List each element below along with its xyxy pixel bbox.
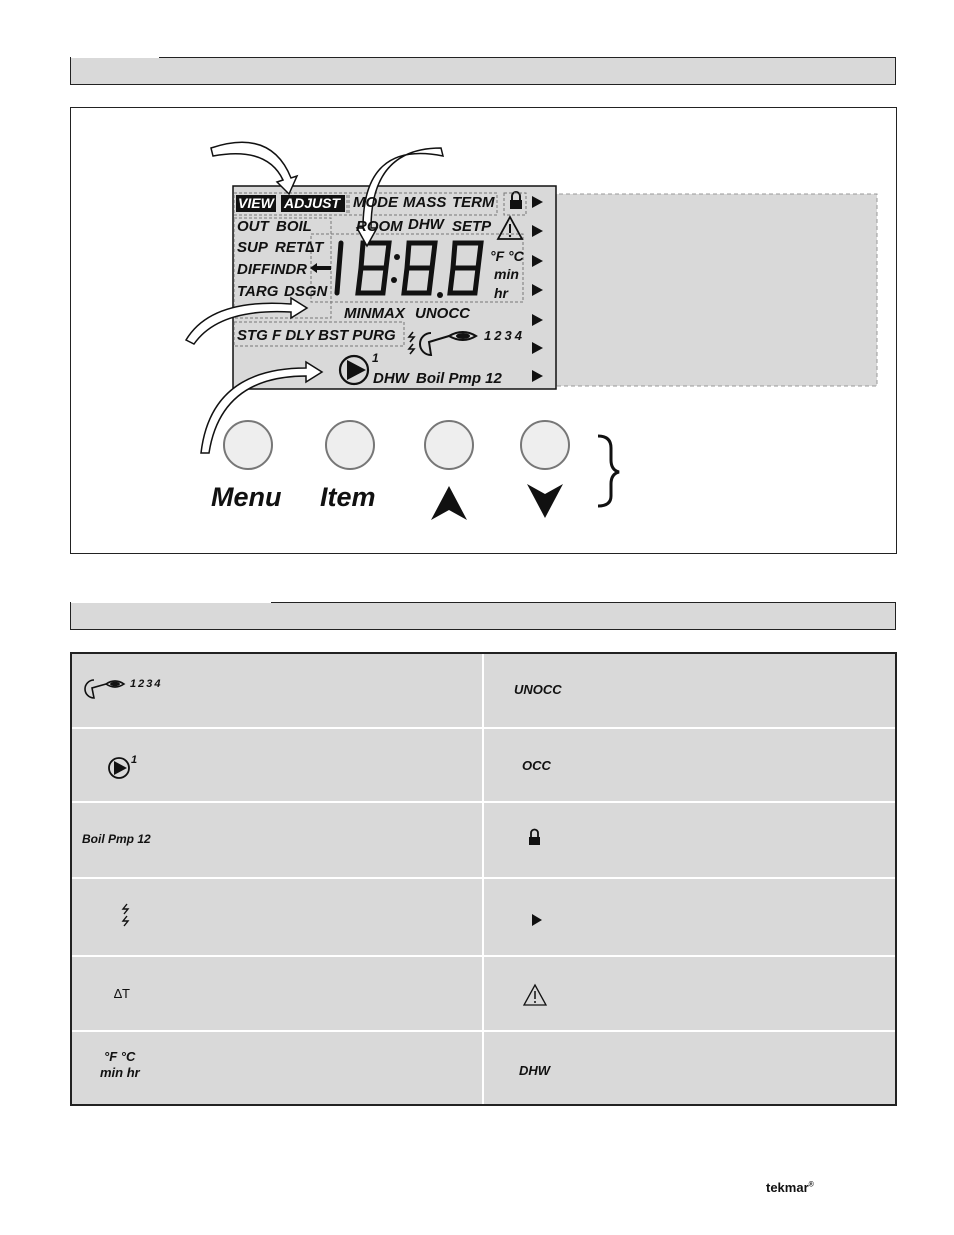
symbol-row-boil-pmp — [72, 802, 483, 878]
lcd-ret: RET — [275, 239, 305, 256]
symbol-row-dhw — [483, 1031, 895, 1104]
lcd-units-f-c: °F °C — [490, 248, 524, 264]
menu-button[interactable] — [224, 421, 272, 469]
up-arrow-icon — [431, 486, 467, 520]
brand-name: tekmar — [766, 1180, 809, 1195]
symbol-row-occ — [483, 728, 895, 802]
delta-t-text: ∆T — [114, 986, 130, 1001]
lcd-unocc: UNOCC — [415, 305, 470, 322]
lcd-units-hr: hr — [494, 285, 508, 301]
lcd-dhw: DHW — [408, 216, 444, 233]
lcd-room: ROOM — [356, 218, 403, 235]
brand-mark: ® — [808, 1181, 814, 1189]
item-label: Item — [320, 482, 376, 512]
lcd-view: VIEW — [238, 195, 274, 211]
lcd-units-min: min — [494, 266, 519, 282]
lcd-setp: SETP — [452, 218, 492, 235]
lcd-out: OUT — [237, 218, 269, 235]
modulation-icon — [120, 902, 132, 928]
lcd-mass: MASS — [403, 194, 447, 211]
symbol-row-burner-stages — [72, 654, 483, 728]
lcd-boil: BOIL — [276, 218, 312, 235]
lcd-stg-row: STG F DLY BST PURG — [237, 327, 396, 344]
burner-stages-text: 1234 — [130, 678, 163, 690]
symbol-row-warning — [483, 956, 895, 1031]
menu-label: Menu — [211, 482, 282, 512]
lcd-adjust: ADJUST — [284, 195, 341, 211]
lcd-stages: 1234 — [484, 328, 525, 343]
lcd-diffindr: DIFFINDR — [237, 261, 307, 278]
burner-stages-icon — [86, 674, 126, 696]
symbol-row-modulation — [72, 878, 483, 956]
pump-number-text: 1 — [131, 754, 138, 766]
symbol-row-pointer — [483, 878, 895, 956]
section-header-symbols — [70, 602, 896, 630]
button-shapes — [224, 421, 569, 469]
item-button[interactable] — [326, 421, 374, 469]
lock-icon — [528, 828, 541, 844]
lcd-targ: TARG — [237, 283, 279, 300]
symbol-row-unocc — [483, 654, 895, 728]
symbol-row-units — [72, 1031, 483, 1104]
lcd-boil-pmp: Boil Pmp 12 — [416, 370, 502, 387]
symbol-table — [70, 652, 897, 1106]
pointer-icon — [531, 912, 543, 926]
lcd-dsgn: DSGN — [284, 283, 328, 300]
boil-pmp-text: Boil Pmp 12 — [82, 832, 151, 846]
up-button[interactable] — [425, 421, 473, 469]
warning-icon — [523, 984, 547, 1006]
units-time-text: min hr — [100, 1065, 140, 1080]
lcd-dhw-bottom: DHW — [373, 370, 409, 387]
symbol-row-delta-t — [72, 956, 483, 1031]
symbol-row-pump — [72, 728, 483, 802]
lcd-minmax: MINMAX — [344, 305, 405, 322]
lcd-term: TERM — [452, 194, 495, 211]
dhw-text: DHW — [519, 1063, 551, 1078]
lcd-pump-num: 1 — [372, 351, 379, 365]
display-diagram — [70, 107, 897, 554]
lcd-delta-t: ∆T — [305, 239, 324, 256]
down-arrow-icon — [527, 484, 563, 518]
occ-text: OCC — [522, 758, 551, 773]
brand-logo — [766, 1180, 814, 1195]
units-temp-text: °F °C — [104, 1049, 136, 1064]
unocc-text: UNOCC — [514, 682, 562, 697]
section-header-display — [70, 57, 896, 85]
down-button[interactable] — [521, 421, 569, 469]
lcd-mode: MODE — [353, 194, 398, 211]
symbol-row-lock — [483, 802, 895, 878]
lcd-sup: SUP — [237, 239, 268, 256]
